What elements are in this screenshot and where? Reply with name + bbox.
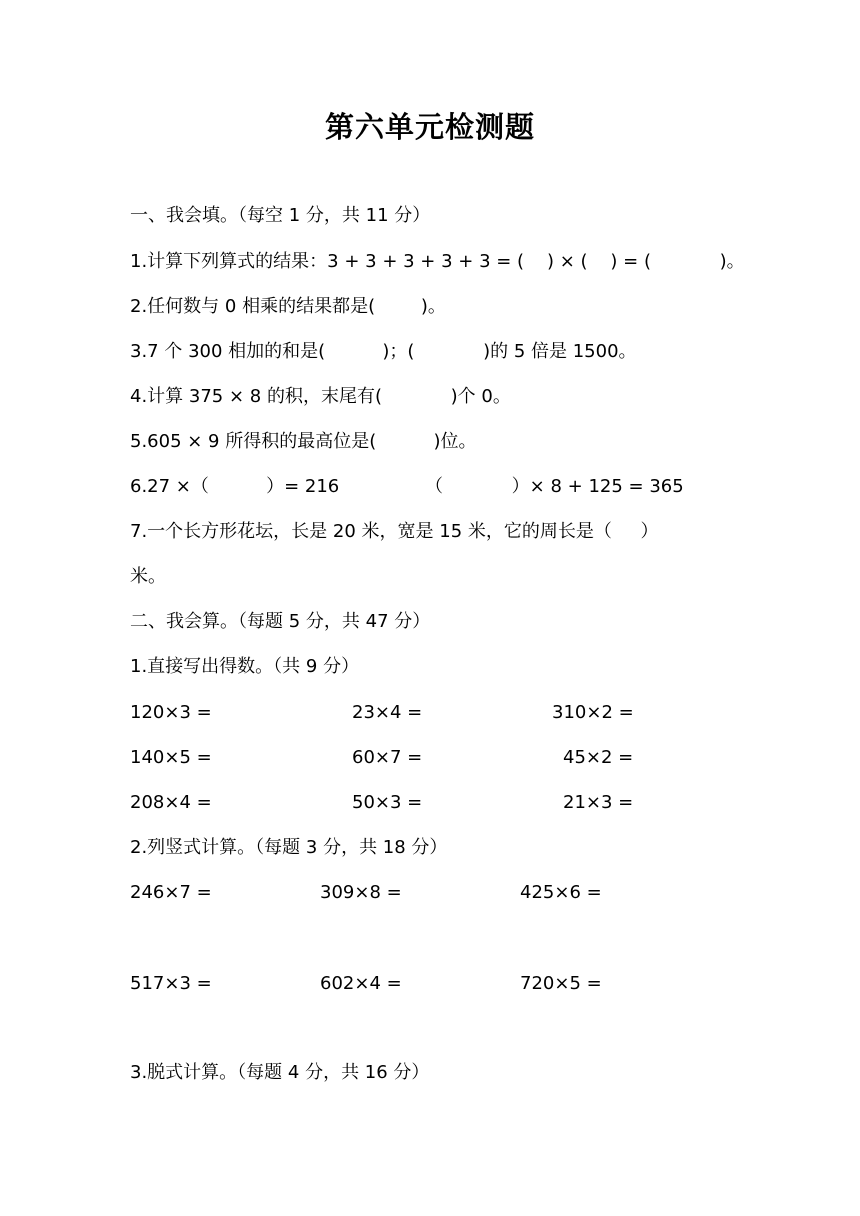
mental-calc-item: 140×5 = bbox=[130, 747, 212, 768]
part2-heading: 2.列竖式计算。（每题 3 分，共 18 分） bbox=[130, 837, 448, 858]
question-1-7-line1: 7.一个长方形花坛，长是 20 米，宽是 15 米，它的周长是（ ） bbox=[130, 521, 659, 542]
mental-calc-item: 60×7 = bbox=[352, 747, 423, 768]
section2-heading: 二、我会算。（每题 5 分，共 47 分） bbox=[130, 611, 431, 632]
question-1-6b: （ ）× 8 + 125 = 365 bbox=[425, 476, 684, 497]
question-1-3: 3.7 个 300 相加的和是( )；( )的 5 倍是 1500。 bbox=[130, 341, 637, 362]
part3-heading: 3.脱式计算。（每题 4 分，共 16 分） bbox=[130, 1062, 430, 1083]
vertical-calc-item: 309×8 = bbox=[320, 882, 402, 903]
vertical-calc-item: 720×5 = bbox=[520, 973, 602, 994]
mental-calc-item: 45×2 = bbox=[563, 747, 634, 768]
question-1-5: 5.605 × 9 所得积的最高位是( )位。 bbox=[130, 431, 477, 452]
question-1-7-line2: 米。 bbox=[130, 566, 166, 587]
mental-calc-item: 120×3 = bbox=[130, 702, 212, 723]
part1-heading: 1.直接写出得数。（共 9 分） bbox=[130, 656, 360, 677]
page-title: 第六单元检测题 bbox=[324, 110, 535, 144]
vertical-calc-item: 517×3 = bbox=[130, 973, 212, 994]
vertical-calc-item: 246×7 = bbox=[130, 882, 212, 903]
question-1-4: 4.计算 375 × 8 的积，末尾有( )个 0。 bbox=[130, 386, 511, 407]
mental-calc-item: 208×4 = bbox=[130, 792, 212, 813]
mental-calc-item: 50×3 = bbox=[352, 792, 423, 813]
question-1-6a: 6.27 ×（ ）= 216 bbox=[130, 476, 340, 497]
mental-calc-item: 310×2 = bbox=[552, 702, 634, 723]
mental-calc-item: 23×4 = bbox=[352, 702, 423, 723]
vertical-calc-item: 425×6 = bbox=[520, 882, 602, 903]
question-1-1: 1.计算下列算式的结果：3 + 3 + 3 + 3 + 3 = ( ) × ( ) = ( )。 bbox=[130, 251, 745, 272]
mental-calc-item: 21×3 = bbox=[563, 792, 634, 813]
section1-heading: 一、我会填。（每空 1 分，共 11 分） bbox=[130, 205, 431, 226]
question-1-2: 2.任何数与 0 相乘的结果都是( )。 bbox=[130, 296, 446, 317]
vertical-calc-item: 602×4 = bbox=[320, 973, 402, 994]
